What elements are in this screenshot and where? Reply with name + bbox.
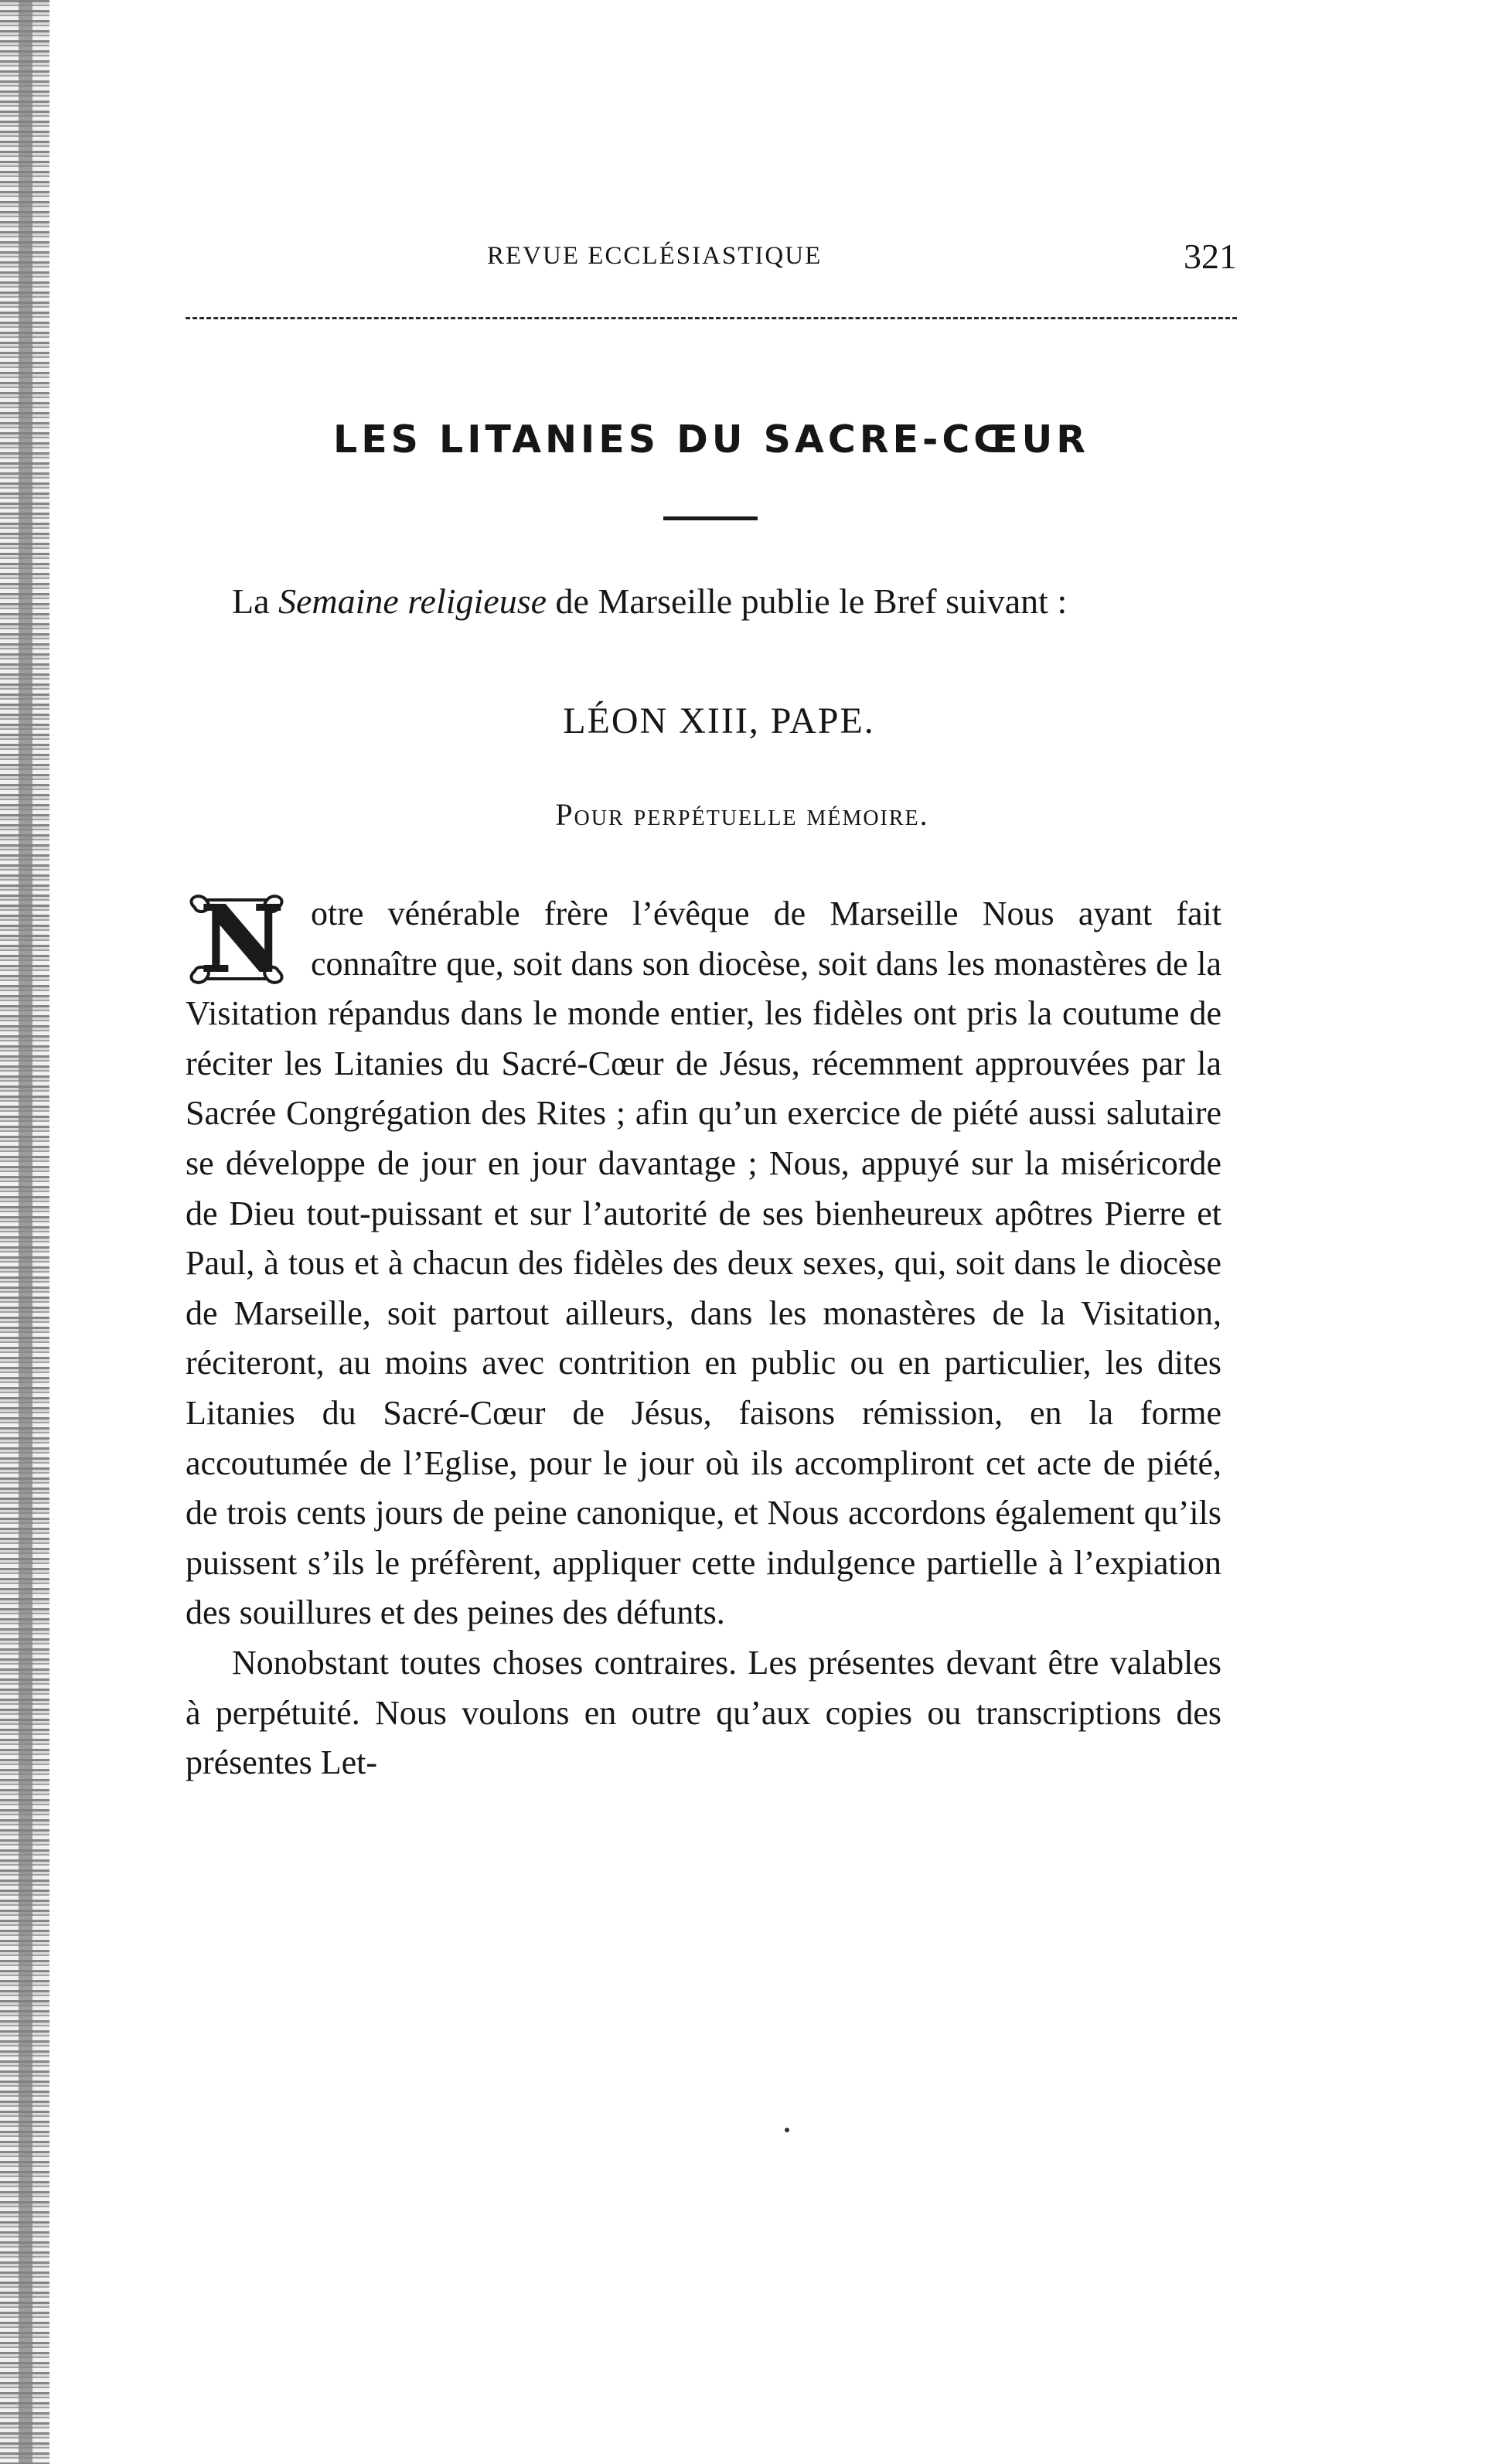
brief-body — [186, 885, 1221, 1788]
brief-heading: LÉON XIII, PAPE. — [563, 700, 875, 741]
brief-paragraph-1 — [186, 885, 1221, 1638]
running-head — [186, 236, 1237, 282]
article-title: LES LITANIES DU SACRE-CŒUR — [332, 417, 1089, 462]
drop-cap-letter: N — [200, 885, 284, 993]
scan-speck — [785, 2128, 789, 2132]
title-rule — [663, 516, 758, 520]
scan-binding-edge — [0, 0, 49, 2464]
intro-text-after: de Marseille publie le Bref suivant : — [547, 581, 1068, 621]
running-title: REVUE ECCLÉSIASTIQUE — [487, 242, 823, 270]
page-number: 321 — [1184, 237, 1237, 276]
intro-italic-title: Semaine religieuse — [278, 581, 547, 621]
ornamental-drop-cap — [184, 885, 300, 993]
brief-paragraph-2: Nonobstant toutes choses contraires. Les présentes devant être valables à perpétuité. Nous voulons en outre qu’aux copies ou transcriptions des présentes Let- — [186, 1643, 1221, 1782]
brief-subheading: Pour perpétuelle mémoire. — [555, 797, 929, 832]
intro-text-before: La — [232, 581, 279, 621]
intro-paragraph — [186, 576, 1237, 626]
paragraph-1-text: otre vénérable frère l’évêque de Marseille Nous ayant fait connaître que, soit dans son diocèse, soit dans les monastères de la Visitation répandus dans le monde entier, les fidèles ont pris la coutume de réciter les Litanies du Sacré-Cœur de Jésus, récemment approuvées par la Sacrée Congrégation des Rites ; afin qu’un exercice de piété aussi salutaire se développe de jour en jour davantage ; Nous, appuyé sur la miséricorde de Dieu tout-puissant et sur l’autorité de ses bienheureux apôtres Pierre et Paul, à tous et à chacun des fidèles des deux sexes, qui, soit dans le diocèse de Marseille, soit partout ailleurs, dans les monastères de la Visitation, réciteront, au moins avec contrition en public ou en particulier, les dites Litanies du Sacré-Cœur de Jésus, faisons rémission, en la forme accoutumée de l’Eglise, pour le jour où ils accompliront cet acte de piété, de trois cents jours de peine canonique, et Nous accordons également qu’ils puissent s’ils le préfèrent, appliquer cette indulgence partielle à l’expiation des souillures et des peines des défunts. — [186, 895, 1221, 1632]
header-rule — [186, 317, 1237, 319]
